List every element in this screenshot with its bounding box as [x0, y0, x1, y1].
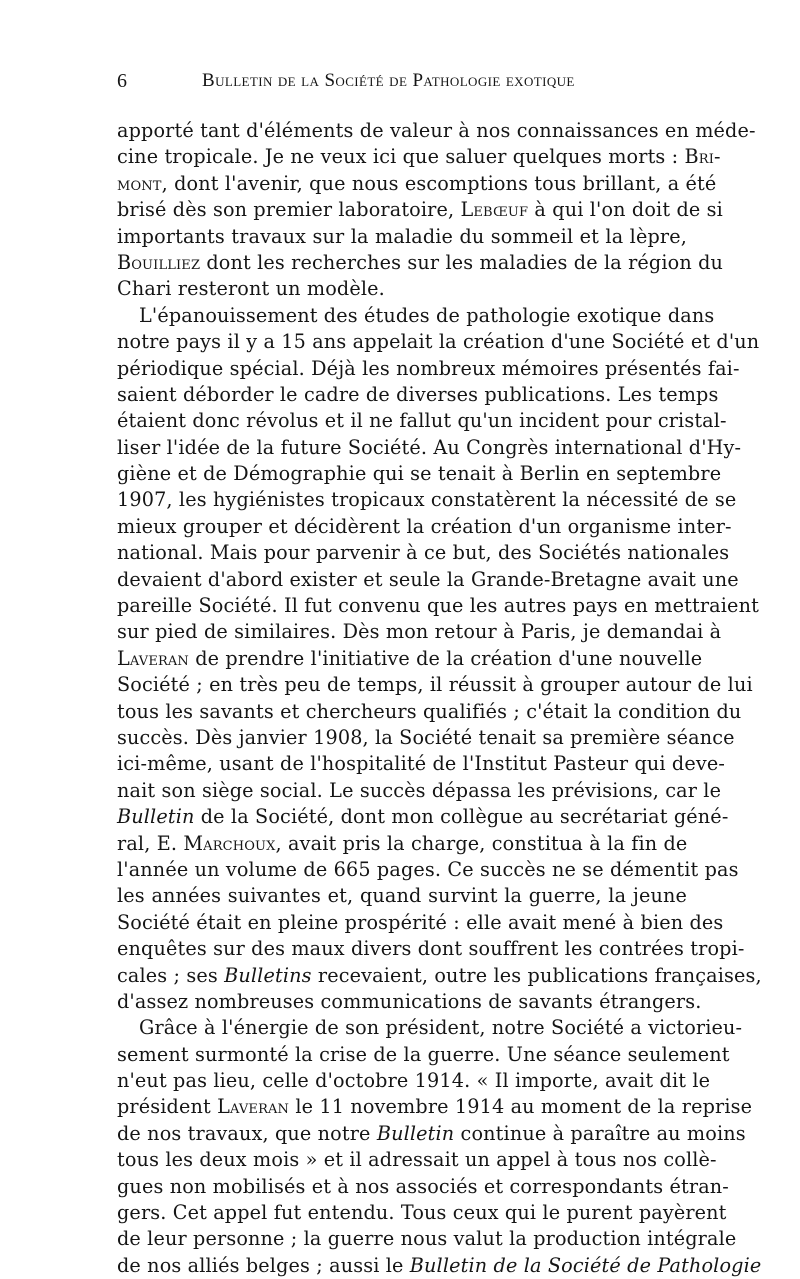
body-text: [117, 118, 762, 1279]
journal-title: Bulletin de la Société de Pathologie: [409, 1253, 762, 1277]
text-run: L'épanouissement des études de pathologie exotique dans: [139, 303, 715, 327]
text-run: continue à paraître au moins: [454, 1121, 746, 1145]
text-run: n'eut pas lieu, celle d'octobre 1914. « Il importe, avait dit le: [117, 1069, 711, 1093]
text-run: apporté tant d'éléments de valeur à nos connaissances en méde-: [117, 119, 756, 142]
author-name: Bri-: [684, 145, 721, 169]
author-name: Marchoux: [183, 831, 276, 855]
text-run: saient déborder le cadre de diverses publications. Les temps: [117, 382, 719, 406]
text-run: le 11 novembre 1914 au moment de la reprise: [289, 1095, 753, 1119]
text-run: ici-même, usant de l'hospitalité de l'Institut Pasteur qui deve-: [117, 752, 725, 776]
text-run: liser l'idée de la future Société. Au Congrès international d'Hy-: [117, 435, 742, 459]
text-line: [117, 435, 742, 461]
text-line: [117, 936, 745, 962]
text-run: sur pied de similaires. Dès mon retour à Paris, je demandai à: [117, 620, 722, 644]
text-run: dont les recherches sur les maladies de la région du: [200, 250, 724, 274]
text-line: [117, 487, 737, 513]
journal-title: Bulletin: [376, 1121, 455, 1145]
text-run: enquêtes sur des maux divers dont souffrent les contrées tropi-: [117, 937, 745, 961]
text-run: l'année un volume de 665 pages. Ce succès ne se démentit pas: [117, 857, 739, 881]
text-line: [117, 540, 730, 566]
text-line: [117, 1253, 762, 1279]
text-line: [117, 461, 722, 487]
text-line: [117, 1068, 711, 1094]
text-run: , dont l'avenir, que nous escomptions tous brillant, a été: [161, 171, 717, 195]
text-line: [117, 857, 739, 883]
text-line: [117, 751, 725, 777]
text-run: mieux grouper et décidèrent la création d'un organisme inter-: [117, 514, 732, 538]
text-line: [117, 1147, 717, 1173]
text-run: gers. Cet appel fut entendu. Tous ceux qui le purent payèrent: [117, 1201, 727, 1225]
text-run: à qui l'on doit de si: [528, 198, 723, 222]
text-line: [117, 804, 729, 830]
text-line: [117, 646, 703, 672]
text-line: [117, 831, 687, 857]
running-title: Bulletin de la Société de Pathologie exotique: [202, 70, 575, 91]
text-run: de leur personne ; la guerre nous valut la production intégrale: [117, 1227, 737, 1251]
text-run: gues non mobilisés et à nos associés et correspondants étran-: [117, 1174, 729, 1198]
text-run: Chari resteront un modèle.: [117, 277, 385, 301]
text-line: [117, 514, 732, 540]
text-line: [117, 276, 687, 302]
text-run: recevaient, outre les publications françaises,: [311, 963, 762, 987]
text-run: tous les savants et chercheurs qualifiés ; c'était la condition du: [117, 699, 742, 723]
text-line: [117, 382, 719, 408]
text-line: [117, 699, 742, 725]
text-run: tous les deux mois » et il adressait un appel à tous nos collè-: [117, 1148, 717, 1172]
text-run: périodique spécial. Déjà les nombreux mémoires présentés fai-: [117, 356, 740, 380]
text-line: [117, 593, 759, 619]
text-line: [117, 144, 721, 170]
page-number: 6: [117, 70, 128, 92]
text-run: président: [117, 1095, 218, 1119]
author-name: mont: [117, 171, 162, 195]
text-run: nait son siège social. Le succès dépassa les prévisions, car le: [117, 778, 722, 802]
text-run: cine tropicale. Je ne veux ici que saluer quelques morts :: [117, 145, 685, 169]
page-header: [117, 70, 687, 100]
text-line: [117, 672, 753, 698]
text-run: ral, E.: [117, 831, 184, 855]
journal-title: Bulletins: [224, 963, 312, 987]
text-line: [117, 1015, 743, 1041]
text-line: [117, 963, 762, 989]
text-line: [117, 910, 724, 936]
author-name: Laveran: [217, 1095, 290, 1119]
text-run: Société était en pleine prospérité : elle avait mené à bien des: [117, 910, 724, 934]
text-line: [117, 356, 740, 382]
text-line: [117, 619, 722, 645]
text-line: [117, 171, 717, 197]
text-line: [117, 303, 715, 329]
text-line: [117, 1094, 753, 1120]
text-run: les années suivantes et, quand survint la guerre, la jeune: [117, 884, 687, 908]
text-line: [117, 1226, 737, 1252]
text-run: de la Société, dont mon collègue au secrétariat géné-: [194, 805, 729, 829]
text-line: [117, 1042, 730, 1068]
text-run: succès. Dès janvier 1908, la Société tenait sa première séance: [117, 725, 735, 749]
text-line: [117, 118, 756, 144]
text-run: , avait pris la charge, constitua à la fin de: [275, 831, 688, 855]
journal-title: Bulletin: [117, 805, 195, 829]
text-run: 1907, les hygiénistes tropicaux constatèrent la nécessité de se: [117, 488, 737, 512]
text-run: sement surmonté la crise de la guerre. Une séance seulement: [117, 1042, 730, 1066]
author-name: Laveran: [117, 646, 189, 670]
text-run: de prendre l'initiative de la création d'une nouvelle: [188, 646, 703, 670]
text-line: [117, 197, 723, 223]
text-line: [117, 1200, 727, 1226]
text-line: [117, 567, 739, 593]
text-run: de nos travaux, que notre: [117, 1121, 377, 1145]
text-run: de nos alliés belges ; aussi le: [117, 1253, 410, 1277]
text-line: [117, 1174, 729, 1200]
author-name: Bouilliez: [117, 250, 201, 274]
author-name: Lebœuf: [460, 198, 529, 222]
text-run: cales ; ses: [117, 963, 225, 987]
text-line: [117, 224, 687, 250]
text-line: [117, 250, 724, 276]
text-line: [117, 408, 727, 434]
text-line: [117, 778, 722, 804]
text-line: [117, 329, 760, 355]
text-line: [117, 989, 702, 1015]
text-run: importants travaux sur la maladie du sommeil et la lèpre,: [117, 224, 687, 248]
text-run: brisé dès son premier laboratoire,: [117, 198, 461, 222]
text-run: Société ; en très peu de temps, il réussit à grouper autour de lui: [117, 673, 753, 697]
text-run: étaient donc révolus et il ne fallut qu'un incident pour cristal-: [117, 409, 727, 433]
text-run: giène et de Démographie qui se tenait à Berlin en septembre: [117, 462, 722, 486]
text-line: [117, 883, 687, 909]
text-run: Grâce à l'énergie de son président, notre Société a victorieu-: [139, 1016, 743, 1040]
text-line: [117, 1121, 746, 1147]
text-run: notre pays il y a 15 ans appelait la création d'une Société et d'un: [117, 330, 760, 354]
text-run: d'assez nombreuses communications de savants étrangers.: [117, 989, 702, 1013]
text-run: devaient d'abord exister et seule la Grande-Bretagne avait une: [117, 567, 739, 591]
text-run: national. Mais pour parvenir à ce but, des Sociétés nationales: [117, 541, 730, 565]
text-line: [117, 725, 735, 751]
text-run: pareille Société. Il fut convenu que les autres pays en mettraient: [117, 594, 759, 618]
